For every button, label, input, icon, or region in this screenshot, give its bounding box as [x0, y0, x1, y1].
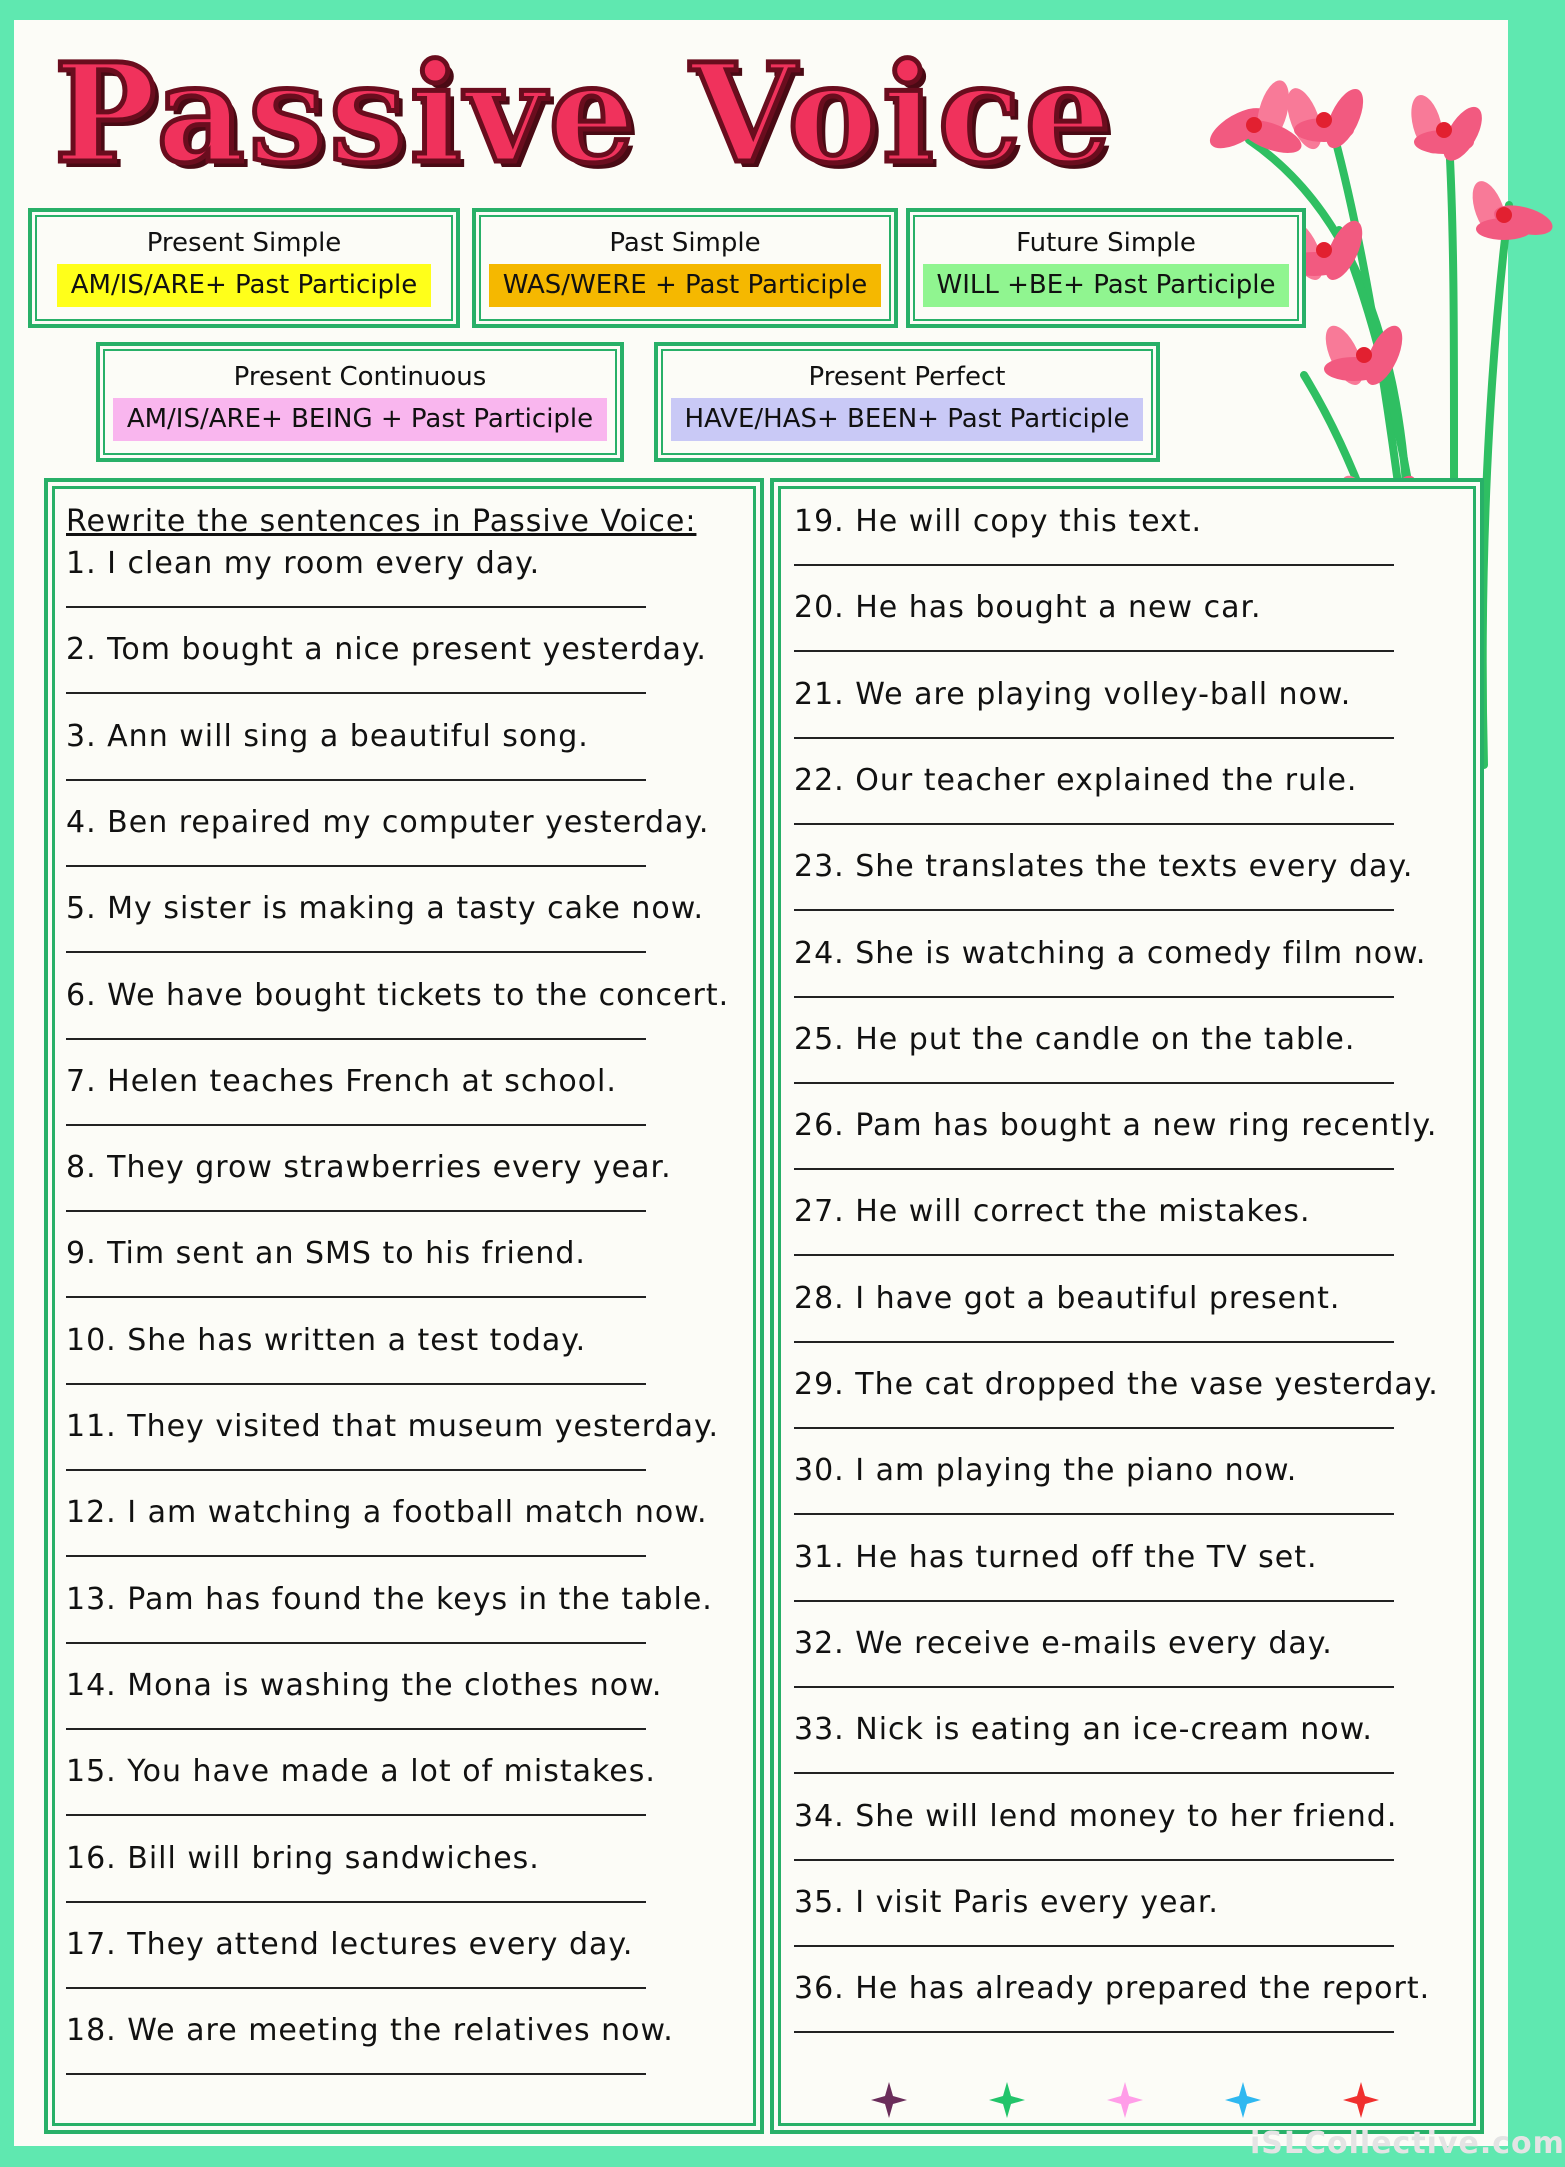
rule-name: Present Simple: [146, 228, 342, 258]
exercise-sentence: 17. They attend lectures every day.: [66, 1926, 634, 1962]
exercise-sentence: 16. Bill will bring sandwiches.: [66, 1840, 540, 1876]
exercise-sentence: 19. He will copy this text.: [794, 504, 1203, 539]
answer-line[interactable]: [66, 1987, 646, 1989]
exercise-sentence: 26. Pam has bought a new ring recently.: [794, 1108, 1438, 1144]
answer-line[interactable]: [66, 1383, 646, 1385]
rule-formula: WILL +BE+ Past Participle: [923, 264, 1290, 307]
rule-name: Past Simple: [609, 228, 761, 258]
exercise-sentence: 13. Pam has found the keys in the table.: [66, 1581, 713, 1617]
exercise-sentence: 35. I visit Paris every year.: [794, 1884, 1219, 1920]
page-title: Passive Voice: [54, 34, 1116, 194]
exercise-sentence: 2. Tom bought a nice present yesterday.: [66, 632, 707, 668]
exercise-sentence: 8. They grow strawberries every year.: [66, 1150, 672, 1186]
answer-line[interactable]: [794, 1168, 1394, 1170]
answer-line[interactable]: [66, 951, 646, 953]
answer-line[interactable]: [794, 1772, 1394, 1774]
answer-line[interactable]: [794, 1254, 1394, 1256]
answer-line[interactable]: [66, 2073, 646, 2075]
exercise-sentence: 20. He has bought a new car.: [794, 590, 1262, 626]
star-icon: [1107, 2082, 1143, 2118]
answer-line[interactable]: [66, 1555, 646, 1557]
exercise-sentence: 6. We have bought tickets to the concert.: [66, 977, 730, 1013]
exercise-sentence: 10. She has written a test today.: [66, 1322, 587, 1358]
answer-line[interactable]: [66, 1124, 646, 1126]
answer-line[interactable]: [66, 1814, 646, 1816]
answer-line[interactable]: [794, 1427, 1394, 1429]
exercise-sentence: 5. My sister is making a tasty cake now.: [66, 891, 705, 927]
answer-line[interactable]: [794, 2031, 1394, 2033]
exercise-column-right: [770, 478, 1484, 2134]
exercise-sentence: 25. He put the candle on the table.: [794, 1021, 1356, 1057]
rule-formula: AM/IS/ARE+ Past Participle: [57, 264, 431, 307]
exercise-sentence: 7. Helen teaches French at school.: [66, 1063, 617, 1099]
answer-line[interactable]: [66, 692, 646, 694]
watermark: iSLCollective.com: [1250, 2126, 1565, 2161]
exercise-sentence: 23. She translates the texts every day.: [794, 849, 1414, 885]
star-icon: [1343, 2082, 1379, 2118]
answer-line[interactable]: [66, 1642, 646, 1644]
exercise-sentence: 32. We receive e-mails every day.: [794, 1625, 1333, 1661]
answer-line[interactable]: [66, 1901, 646, 1903]
answer-line[interactable]: [794, 1859, 1394, 1861]
answer-line[interactable]: [794, 909, 1394, 911]
rule-present-perfect: [654, 342, 1160, 462]
exercise-sentence: 27. He will correct the mistakes.: [794, 1194, 1311, 1230]
exercise-sentence: 15. You have made a lot of mistakes.: [66, 1754, 656, 1790]
exercise-sentence: 11. They visited that museum yesterday.: [66, 1409, 720, 1444]
exercise-sentence: 1. I clean my room every day.: [66, 546, 541, 581]
exercise-sentence: 12. I am watching a football match now.: [66, 1495, 708, 1531]
answer-line[interactable]: [794, 1686, 1394, 1688]
exercise-sentence: 9. Tim sent an SMS to his friend.: [66, 1236, 586, 1272]
exercise-sentence: 36. He has already prepared the report.: [794, 1971, 1431, 2007]
answer-line[interactable]: [794, 1945, 1394, 1947]
rule-formula: HAVE/HAS+ BEEN+ Past Participle: [671, 398, 1144, 441]
exercise-sentence: 34. She will lend money to her friend.: [794, 1798, 1398, 1834]
answer-line[interactable]: [794, 737, 1394, 739]
answer-line[interactable]: [794, 823, 1394, 825]
answer-line[interactable]: [66, 1210, 646, 1212]
rule-name: Present Perfect: [808, 362, 1006, 392]
rule-future-simple: [906, 208, 1306, 328]
decorative-stars: [869, 2080, 1409, 2120]
answer-line[interactable]: [66, 1296, 646, 1298]
star-icon: [1225, 2082, 1261, 2118]
rule-name: Future Simple: [1016, 228, 1196, 258]
exercise-sentence: 3. Ann will sing a beautiful song.: [66, 718, 589, 754]
star-icon: [871, 2082, 907, 2118]
exercise-sentence: 14. Mona is washing the clothes now.: [66, 1667, 663, 1703]
answer-line[interactable]: [794, 564, 1394, 566]
rule-present-continuous: [96, 342, 624, 462]
exercise-sentence: 18. We are meeting the relatives now.: [66, 2013, 674, 2049]
exercise-column-left: [44, 478, 764, 2134]
exercise-sentence: 31. He has turned off the TV set.: [794, 1539, 1318, 1575]
answer-line[interactable]: [794, 1082, 1394, 1084]
exercise-sentence: 24. She is watching a comedy film now.: [794, 935, 1427, 971]
answer-line[interactable]: [66, 1469, 646, 1471]
answer-line[interactable]: [66, 1038, 646, 1040]
exercise-sentence: 29. The cat dropped the vase yesterday.: [794, 1367, 1439, 1402]
rule-formula: WAS/WERE + Past Participle: [489, 264, 882, 307]
star-icon: [989, 2082, 1025, 2118]
rule-present-simple: [28, 208, 460, 328]
exercise-sentence: 21. We are playing volley-ball now.: [794, 676, 1352, 712]
answer-line[interactable]: [794, 1341, 1394, 1343]
exercise-sentence: 22. Our teacher explained the rule.: [794, 762, 1358, 798]
rule-formula: AM/IS/ARE+ BEING + Past Participle: [113, 398, 607, 441]
rule-name: Present Continuous: [233, 362, 487, 392]
exercise-sentence: 33. Nick is eating an ice-cream now.: [794, 1712, 1373, 1748]
instructions: Rewrite the sentences in Passive Voice:: [66, 504, 697, 539]
answer-line[interactable]: [66, 606, 646, 608]
worksheet-page: [14, 20, 1565, 2161]
rule-past-simple: [472, 208, 898, 328]
exercise-sentence: 28. I have got a beautiful present.: [794, 1280, 1341, 1316]
answer-line[interactable]: [794, 1513, 1394, 1515]
exercise-sentence: 4. Ben repaired my computer yesterday.: [66, 804, 710, 840]
exercise-sentence: 30. I am playing the piano now.: [794, 1453, 1298, 1489]
answer-line[interactable]: [66, 865, 646, 867]
answer-line[interactable]: [66, 1728, 646, 1730]
answer-line[interactable]: [794, 1600, 1394, 1602]
answer-line[interactable]: [794, 650, 1394, 652]
answer-line[interactable]: [66, 779, 646, 781]
answer-line[interactable]: [794, 996, 1394, 998]
